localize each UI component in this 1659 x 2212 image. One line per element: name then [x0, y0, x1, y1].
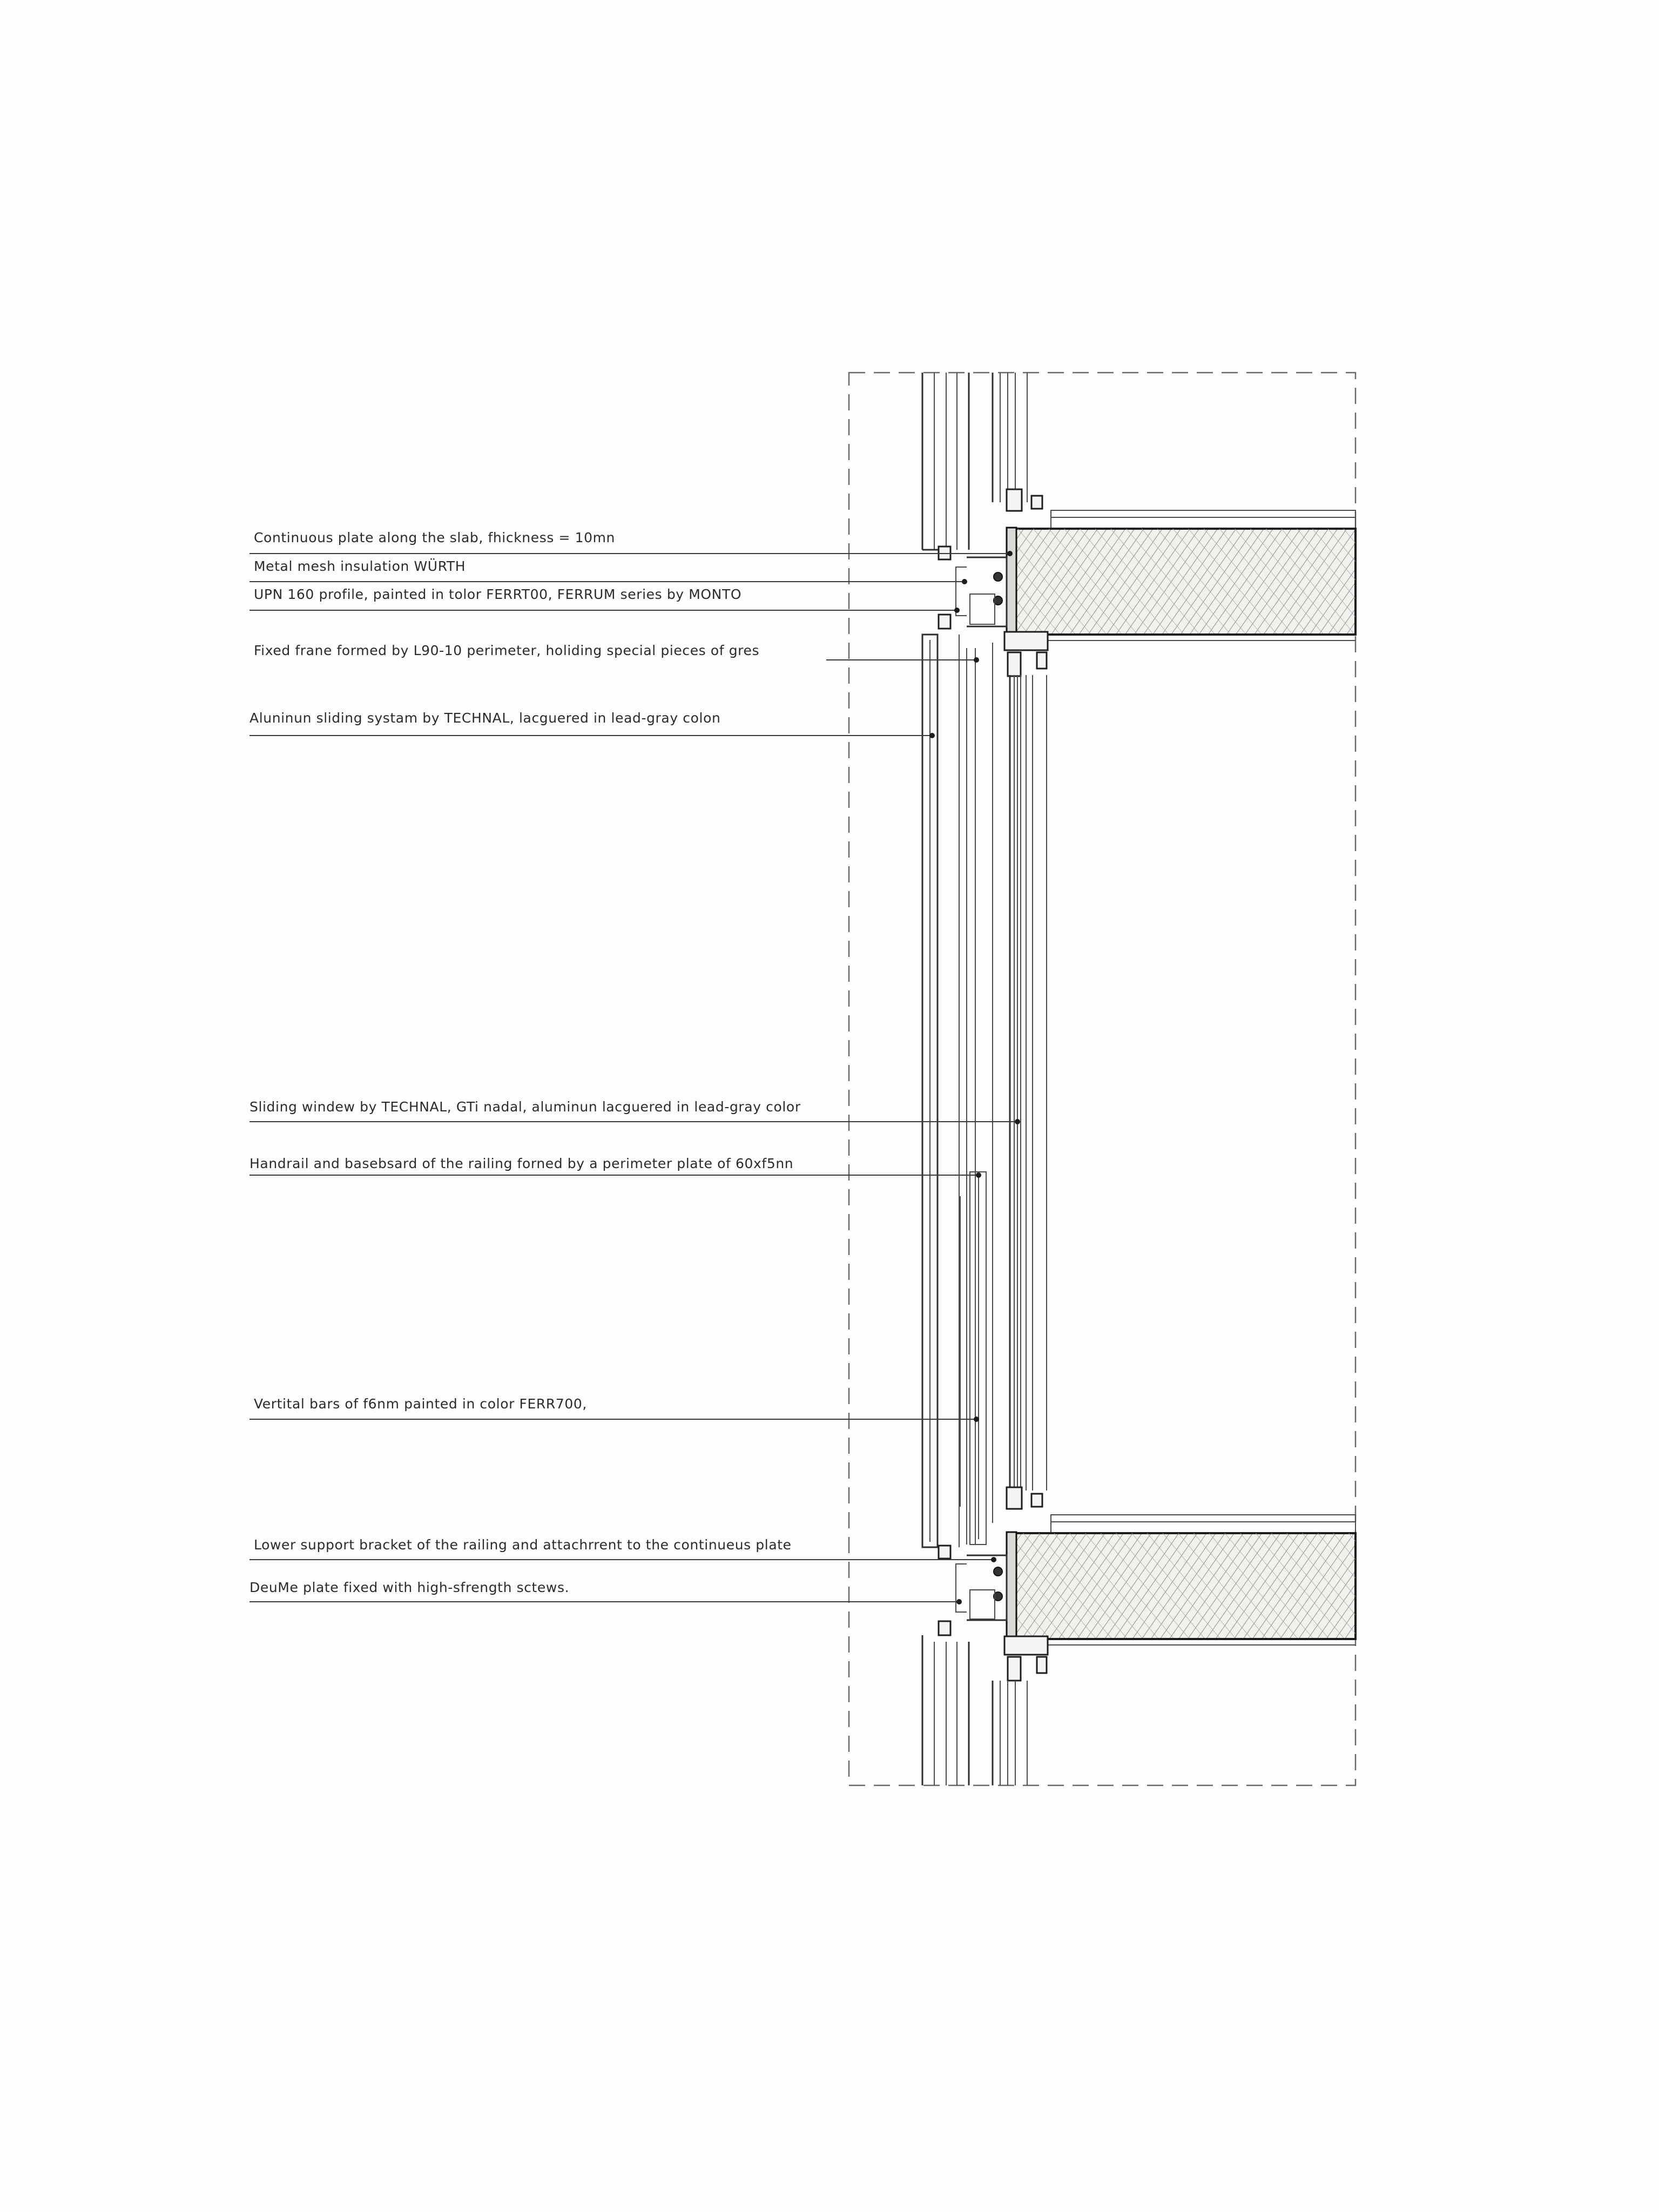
upper-frame-verticals: [922, 373, 1027, 550]
annotation-labels: [249, 530, 801, 1595]
label-double-plate: DeuMe plate fixed with high-sfrength sctews.: [249, 1580, 570, 1595]
label-upn-profile: UPN 160 profile, painted in tolor FERRT00, FERRUM series by MONTO: [254, 586, 742, 602]
label-vertical-bars: Vertital bars of f6nm painted in color FERR700,: [254, 1396, 587, 1412]
railing-frame: [922, 635, 986, 1547]
label-lower-support-bracket: Lower support bracket of the railing and attachrrent to the continueus plate: [254, 1537, 792, 1553]
leader-lines: [249, 551, 1020, 1604]
lower-slab: [1009, 1515, 1355, 1645]
label-fixed-frame: Fixed frane formed by L90-10 perimeter, holiding special pieces of gres: [254, 643, 760, 658]
sliding-window-verticals: [993, 643, 1047, 1523]
label-sliding-window: Sliding windew by TECHNAL, GTi nadal, aluminun lacguered in lead-gray color: [249, 1099, 801, 1115]
label-metal-mesh-insulation: Metal mesh insulation WÜRTH: [254, 558, 466, 574]
upper-slab: [1009, 510, 1355, 640]
label-continuous-plate: Continuous plate along the slab, fhickness = 10mn: [254, 530, 615, 545]
label-handrail-baseboard: Handrail and basebsard of the railing forned by a perimeter plate of 60xf5nn: [249, 1156, 794, 1171]
label-aluminium-sliding-system: Aluninun sliding systam by TECHNAL, lacguered in lead-gray colon: [249, 710, 721, 726]
